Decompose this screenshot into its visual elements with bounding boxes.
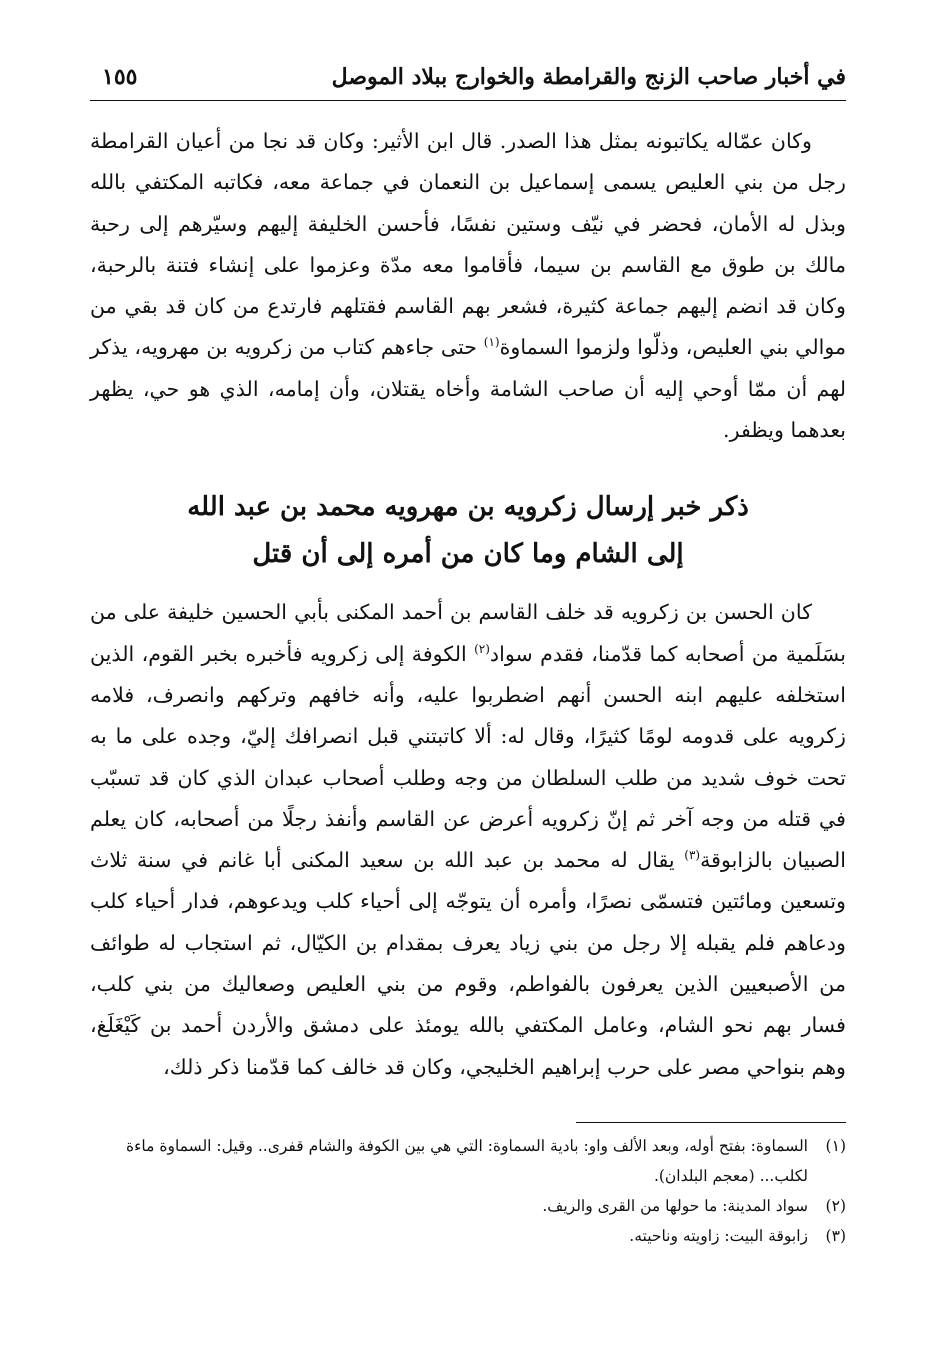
footnote-number: (١) [825,1136,846,1155]
footnote-text: زابوقة البيت: زاويته وناحيته. [629,1226,808,1245]
footnote-divider [576,1122,846,1123]
page-number: ١٥٥ [102,64,138,90]
paragraph-1 [90,121,846,451]
footnote-2 [90,1191,846,1221]
paragraph-2-part-1: كان الحسن بن زكرويه قد خلف القاسم بن أحمد المكنى بأبي الحسين خليفة على من بسَلَمية من أصحابه كما قدّمنا، فقدم سواد [90,600,846,666]
paragraph-2-part-2: الكوفة إلى زكرويه فأخبره بخبر القوم، الذين استخلفه عليهم ابنه الحسن أنهم اضطربوا عليه، وأنه خافهم وتركهم وانصرف، فلامه زكرويه على قدومه لومًا كثيرًا، وقال له: ألا كاتبتني قبل انصرافك إليّ، وجده على ما به تحت خوف شديد من طلب السلطان من وجه وطلب أصحاب عبدان الذي كان قد تسبّب في قتله من وجه آخر ثم إنّ زكرويه أعرض عن القاسم وأنفذ رجلًا من أصحابه، كان يعلم الصبيان بالزابوقة [90,641,846,873]
section-heading-line-2: إلى الشام وما كان من أمره إلى أن قتل [252,539,684,570]
running-title: في أخبار صاحب الزنج والقرامطة والخوارج ببلاد الموصل [331,64,846,90]
footnote-3 [90,1221,846,1251]
footnote-number: (٢) [825,1196,846,1215]
section-heading [90,484,846,578]
footnote-1 [90,1131,846,1191]
running-header [90,58,846,101]
footnote-reference-2: (٢) [474,641,490,656]
footnote-reference-1: (١) [483,335,500,350]
footnote-text: السماوة: بفتح أوله، وبعد الألف واو: بادية السماوة: التي هي بين الكوفة والشام قفرى.. وقيل: السماوة ماءة لكلب... (معجم البلدان). [125,1136,808,1185]
footnote-text: سواد المدينة: ما حولها من القرى والريف. [542,1196,808,1215]
footnotes [90,1131,846,1251]
paragraph-1-continuation: حتى جاءهم كتاب من زكرويه بن مهرويه، يذكر لهم أن ممّا أوحي إليه أن صاحب الشامة وأخاه يقتلان، وأن إمامه، الذي هو حي، يظهر بعدهما ويظفر. [90,335,847,443]
section-heading-line-1: ذكر خبر إرسال زكرويه بن مهرويه محمد بن عبد الله [187,492,749,523]
footnote-number: (٣) [825,1226,846,1245]
paragraph-2-part-3: يقال له محمد بن عبد الله بن سعيد المكنى أبا غانم في سنة ثلاث وتسعين ومائتين فتسمّى نصرًا، وأمره أن يتوجّه إلى أحياء كلب ويدعوهم، فدار أحياء كلب ودعاهم فلم يقبله إلا رجل من بني زياد يعرف بمقدام بن الكيّال، ثم استجاب له طوائف من الأصبعيين الذين يعرفون بالفواطم، وقوم من بني العليص وصعاليك من بني كلب، فسار بهم نحو الشام، وعامل المكتفي بالله يومئذ على دمشق والأردن أحمد بن كَيْغَلَغ، وهم بنواحي مصر على حرب إبراهيم الخليجي، وكان قد خالف كما قدّمنا ذكر ذلك، [90,848,846,1079]
paragraph-2 [90,592,846,1088]
paragraph-1-text: وكان عمّاله يكاتبونه بمثل هذا الصدر. قال ابن الأثير: وكان قد نجا من أعيان القرامطة رجل من بني العليص يسمى إسماعيل بن النعمان في جماعة معه، فكاتبه المكتفي بالله وبذل له الأمان، فحضر في نيّف وستين نفسًا، فأحسن الخليفة إليهم وسيّرهم إلى رحبة مالك بن طوق مع القاسم بن سيما، فأقاموا معه مدّة وعزموا على إنشاء فتنة بالرحبة، وكان قد انضم إليهم جماعة كثيرة، فشعر بهم القاسم فقتلهم فارتدع من كان قد بقي من موالي بني العليص، وذلّوا ولزموا السماوة [90,129,847,360]
footnote-reference-3: (٣) [684,848,701,863]
book-page [90,58,846,1308]
